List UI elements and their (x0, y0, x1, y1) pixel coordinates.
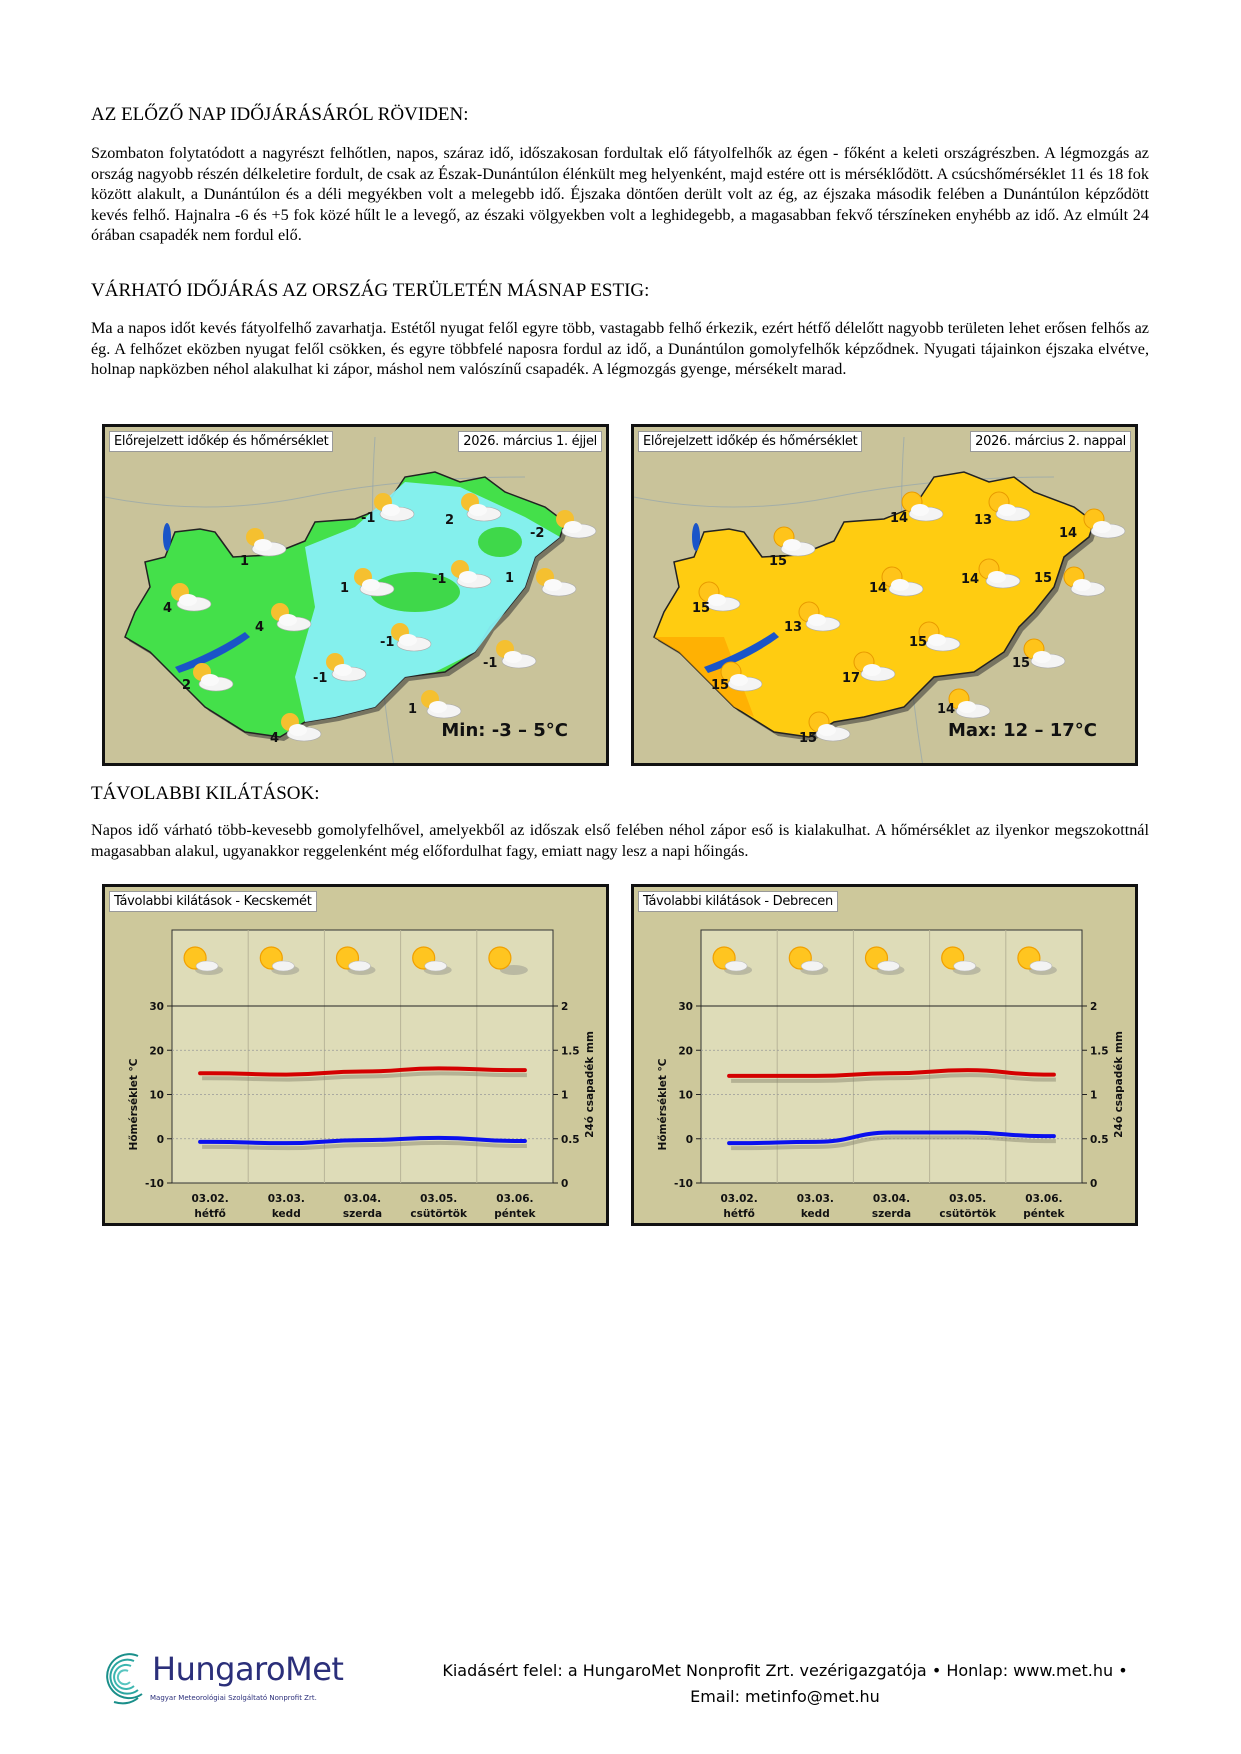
temperature-value: -1 (432, 572, 447, 587)
x-day-label: péntek (494, 1208, 536, 1220)
y-axis-label: Hőmérséklet °C (657, 1058, 669, 1151)
x-tick-label: 03.03. (267, 1193, 305, 1205)
temperature-value: 14 (961, 572, 980, 587)
y2-tick-label: 2 (1090, 1001, 1098, 1013)
logo-swirl-icon (98, 1648, 150, 1708)
y2-tick-label: 0.5 (561, 1133, 580, 1146)
map-range-label: Min: -3 – 5°C (441, 720, 568, 741)
forecast-map-day (631, 424, 1138, 766)
chart-graphic (105, 887, 606, 1223)
y-tick-label: -10 (674, 1178, 693, 1190)
outlook-chart-debrecen (631, 884, 1138, 1226)
y2-axis-label: 24ó csapadék mm (584, 1031, 596, 1138)
temperature-value: 15 (799, 731, 818, 746)
x-tick-label: 03.02. (191, 1193, 229, 1205)
footer-line-publisher: Kiadásért felel: a HungaroMet Nonprofit Zrt. vezérigazgatója • Honlap: www.met.hu • (442, 1661, 1128, 1680)
chart-graphic (634, 887, 1135, 1223)
temperature-value: 14 (937, 702, 956, 717)
temperature-value: 2 (445, 513, 455, 528)
temperature-value: -1 (313, 671, 328, 686)
temperature-value: 15 (909, 635, 928, 650)
y2-tick-label: 0 (561, 1178, 569, 1190)
temperature-value: 14 (890, 511, 909, 526)
y2-tick-label: 1 (1090, 1089, 1098, 1102)
temperature-value: 2 (182, 678, 192, 693)
section-heading-previous-day: AZ ELŐZŐ NAP IDŐJÁRÁSÁRÓL RÖVIDEN: (91, 104, 469, 125)
x-tick-label: 03.06. (1025, 1193, 1063, 1205)
temperature-value: 14 (1059, 526, 1078, 541)
temperature-value: 4 (255, 620, 265, 635)
moon-cloud-icon (496, 638, 536, 668)
x-tick-label: 03.04. (343, 1193, 382, 1205)
temperature-value: -1 (361, 511, 376, 526)
y-axis-label: Hőmérséklet °C (128, 1058, 140, 1151)
temperature-value: -1 (380, 635, 395, 650)
lake-ferto (692, 523, 700, 551)
sun-cloud-icon (774, 527, 815, 556)
x-tick-label: 03.06. (496, 1193, 534, 1205)
x-day-label: hétfő (194, 1208, 226, 1220)
y-tick-label: 0 (156, 1133, 164, 1146)
sun-cloud-icon (949, 689, 990, 718)
y-tick-label: 30 (149, 1001, 164, 1013)
temperature-value: 1 (240, 554, 250, 569)
logo-name: HungaroMet (152, 1650, 344, 1688)
temperature-value: 15 (769, 554, 788, 569)
map-date: 2026. március 1. éjjel (458, 431, 602, 452)
x-day-label: csütörtök (410, 1208, 467, 1220)
temperature-value: 1 (340, 581, 350, 596)
y2-tick-label: 1.5 (1090, 1045, 1109, 1058)
map-graphic (105, 427, 606, 763)
y-tick-label: 20 (149, 1045, 164, 1058)
map-range-label: Max: 12 – 17°C (948, 720, 1097, 741)
footer-line-email: Email: metinfo@met.hu (690, 1687, 880, 1706)
temperature-value: 15 (1034, 571, 1053, 586)
chart-title: Távolabbi kilátások - Debrecen (638, 891, 838, 912)
map-title: Előrejelzett időkép és hőmérséklet (638, 431, 862, 452)
section-text-outlook: Napos idő várható több-kevesebb gomolyfelhővel, amelyekből az időszak első felében néhol zápor eső is kialakulhat. A hőmérséklet az ilyenkor megszokottnál magasabban alakul, ugyanakkor reggelenként még előfordulhat fagy, emiatt nagy lesz a napi hőingás. (91, 821, 1149, 860)
chart-title: Távolabbi kilátások - Kecskemét (109, 891, 317, 912)
x-tick-label: 03.02. (720, 1193, 758, 1205)
footer-text (400, 1658, 1170, 1710)
moon-cloud-icon (421, 688, 461, 718)
x-tick-label: 03.05. (949, 1193, 987, 1205)
temperature-value: 1 (408, 702, 418, 717)
y-tick-label: 30 (678, 1001, 693, 1013)
temperature-value: 15 (711, 678, 730, 693)
x-day-label: kedd (271, 1208, 301, 1220)
temperature-value: 4 (163, 601, 173, 616)
y2-tick-label: 0 (1090, 1178, 1098, 1190)
y-tick-label: 0 (685, 1133, 693, 1146)
y2-axis-label: 24ó csapadék mm (1113, 1031, 1125, 1138)
temperature-value: 17 (842, 671, 861, 686)
x-tick-label: 03.03. (796, 1193, 834, 1205)
temperature-value: 1 (505, 571, 515, 586)
x-day-label: hétfő (723, 1208, 755, 1220)
sun-cloud-icon (1064, 567, 1105, 596)
temperature-value: 13 (974, 513, 993, 528)
sun-cloud-icon (1024, 639, 1065, 668)
y2-tick-label: 1.5 (561, 1045, 580, 1058)
y2-tick-label: 2 (561, 1001, 569, 1013)
y-tick-label: -10 (145, 1178, 164, 1190)
x-tick-label: 03.05. (420, 1193, 458, 1205)
section-heading-forecast: VÁRHATÓ IDŐJÁRÁS AZ ORSZÁG TERÜLETÉN MÁSNAP ESTIG: (91, 280, 650, 301)
y2-tick-label: 1 (561, 1089, 569, 1102)
y-tick-label: 10 (678, 1089, 693, 1102)
mild-region (478, 527, 522, 557)
forecast-map-night (102, 424, 609, 766)
x-tick-label: 03.04. (872, 1193, 911, 1205)
y-tick-label: 10 (149, 1089, 164, 1102)
temperature-value: -1 (483, 656, 498, 671)
map-graphic (634, 427, 1135, 763)
map-layer (634, 437, 1125, 763)
x-day-label: szerda (342, 1208, 383, 1220)
x-day-label: péntek (1023, 1208, 1065, 1220)
y-tick-label: 20 (678, 1045, 693, 1058)
temperature-value: 4 (270, 731, 280, 746)
x-day-label: kedd (800, 1208, 830, 1220)
moon-cloud-icon (536, 566, 576, 596)
moon-cloud-icon (246, 526, 286, 556)
hungaromet-logo (98, 1648, 378, 1712)
section-text-previous-day: Szombaton folytatódott a nagyrészt felhőtlen, napos, száraz idő, időszakosan fordultak elő fátyolfelhők az égen - főként a keleti országrészben. A légmozgás az ország nagyobb részén délkeletire fordult, de csak az Észak-Dunántúlon élénkült meg helyenként, majd estére ott is mérséklődött. A csúcshőmérséklet 11 és 18 fok között alakult, a Dunántúlon és a déli megyékben volt a melegebb idő. Éjszaka döntően derült volt az ég, az éjszaka második felében a Dunántúlon képződött kevés felhő. Hajnalra -6 és +5 fok közé hűlt le a levegő, az északi völgyekben volt a leghidegebb, a magasabban fekvő térszíneken enyhébb az idő. Az elmúlt 24 órában csapadék nem fordul elő. (91, 144, 1149, 244)
y2-tick-label: 0.5 (1090, 1133, 1109, 1146)
map-layer (105, 437, 596, 763)
lake-ferto (163, 523, 171, 551)
map-date: 2026. március 2. nappal (970, 431, 1131, 452)
map-title: Előrejelzett időkép és hőmérséklet (109, 431, 333, 452)
temperature-value: 13 (784, 620, 803, 635)
temperature-value: 15 (692, 601, 711, 616)
x-day-label: csütörtök (939, 1208, 996, 1220)
logo-subtitle: Magyar Meteorológiai Szolgáltató Nonprofit Zrt. (150, 1694, 317, 1702)
section-text-forecast: Ma a napos időt kevés fátyolfelhő zavarhatja. Estétől nyugat felől egyre több, vastagabb felhő érkezik, ezért hétfő délelőtt nagyobb területen lehet erősen felhős az ég. A felhőzet eközben nyugat felől csökken, és egyre többfelé naposra fordul az idő, a Dunántúlon gomolyfelhők képződnek. Nyugati tájainkon éjszaka elvétve, holnap napközben néhol alakulhat ki zápor, máshol nem valószínű csapadék. A légmozgás gyenge, mérsékelt marad. (91, 319, 1149, 378)
x-day-label: szerda (871, 1208, 912, 1220)
outlook-chart-kecskemet (102, 884, 609, 1226)
temperature-value: 15 (1012, 656, 1031, 671)
section-heading-outlook: TÁVOLABBI KILÁTÁSOK: (91, 783, 320, 804)
temperature-value: 14 (869, 581, 888, 596)
temperature-value: -2 (530, 526, 545, 541)
